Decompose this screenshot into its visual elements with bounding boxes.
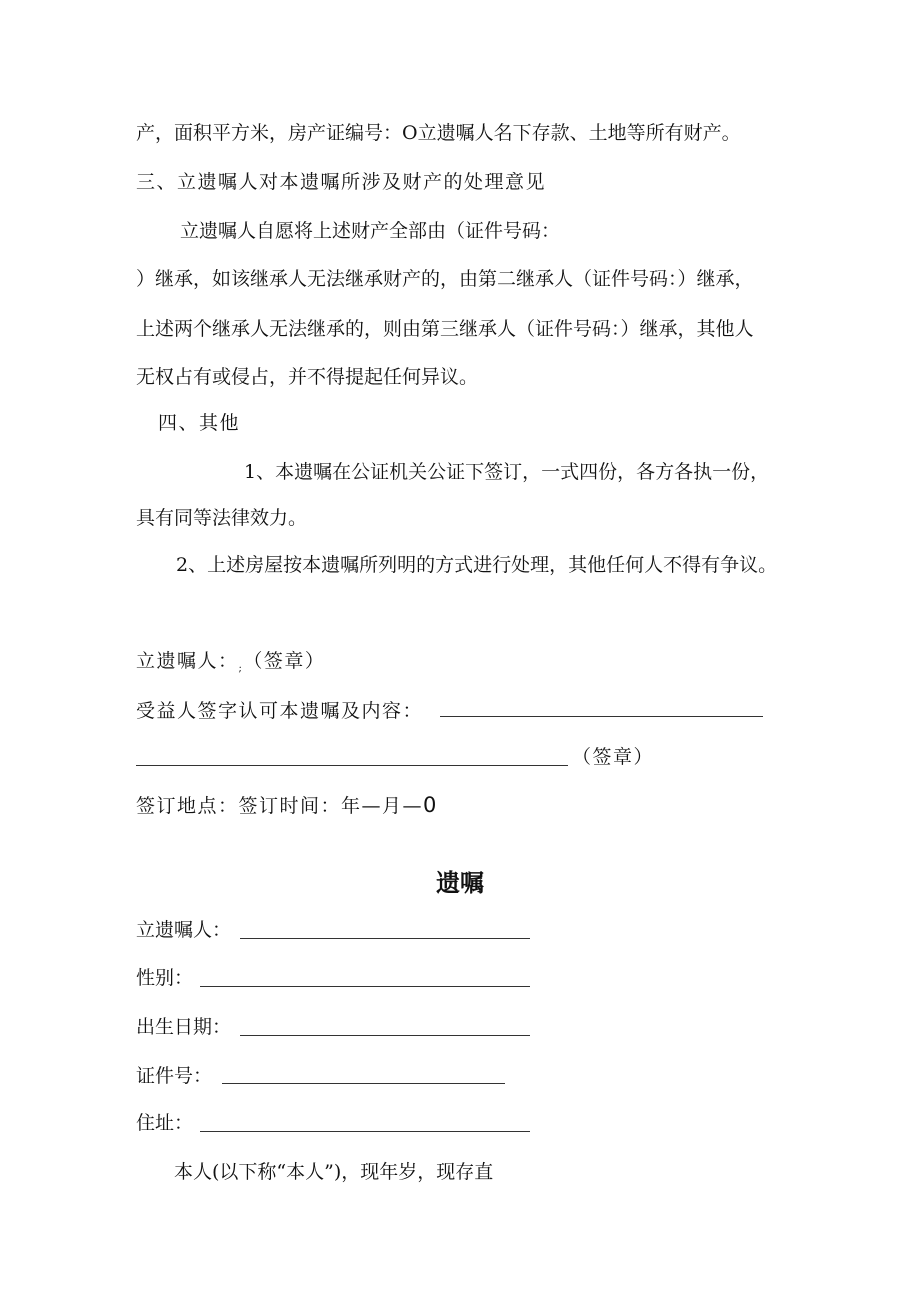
section-4-item-2: 2、上述房屋按本遗嘱所列明的方式进行处理，其他任何人不得有争议。 — [176, 554, 778, 576]
beneficiary-stamp-label: （签章） — [572, 746, 655, 768]
section-4-item-1-line-2: 具有同等法律效力。 — [136, 507, 308, 529]
form-birth-date-field[interactable] — [240, 1035, 530, 1036]
form-address-field[interactable] — [200, 1131, 530, 1132]
section-3-paragraph-line-3: 上述两个继承人无法继承的，则由第三继承人（证件号码：）继承，其他人 — [136, 318, 754, 340]
section-3-paragraph-line-1: 立遗嘱人自愿将上述财产全部由（证件号码： — [180, 220, 561, 242]
form-gender-label: 性别： — [136, 967, 194, 989]
signing-place-time-text: 签订地点：签订时间：年—月— — [136, 795, 424, 817]
signing-date-zero: 0 — [423, 793, 438, 817]
section-3-paragraph-line-4: 无权占有或侵占，并不得提起任何异议。 — [136, 366, 479, 388]
section-3-heading: 三、立遗嘱人对本遗嘱所涉及财产的处理意见 — [136, 171, 547, 193]
section-4-item-1-line-1: 1、本遗嘱在公证机关公证下签订，一式四份，各方各执一份， — [244, 461, 770, 483]
form-gender-field[interactable] — [200, 986, 530, 987]
section-4-heading: 四、其他 — [158, 412, 241, 434]
form-id-label: 证件号： — [136, 1065, 213, 1087]
form-address-label: 住址： — [136, 1112, 194, 1134]
form-testator-label: 立遗嘱人： — [136, 919, 232, 941]
body-line-property: 产，面积平方米，房产证编号：O立遗嘱人名下存款、土地等所有财产。 — [136, 122, 741, 144]
will-title: 遗嘱 — [436, 869, 484, 897]
testator-signature-label: 立遗嘱人： — [136, 650, 239, 672]
form-birth-date-label: 出生日期： — [136, 1016, 232, 1038]
testator-signature-mark: ; — [238, 663, 244, 674]
testator-stamp-label: （签章） — [243, 650, 326, 672]
beneficiary-signature-label: 受益人签字认可本遗嘱及内容： — [136, 700, 424, 722]
form-testator-field[interactable] — [240, 938, 530, 939]
testator-signature-row — [136, 649, 325, 681]
signing-place-time — [136, 793, 438, 818]
beneficiary-signature-line-2[interactable] — [136, 765, 568, 766]
form-intro-paragraph: 本人(以下称“本人”)，现年岁，现存直 — [174, 1161, 494, 1183]
form-id-field[interactable] — [222, 1083, 505, 1084]
beneficiary-signature-line[interactable] — [440, 716, 763, 717]
section-3-paragraph-line-2: ）继承，如该继承人无法继承财产的，由第二继承人（证件号码：）继承， — [136, 268, 754, 290]
